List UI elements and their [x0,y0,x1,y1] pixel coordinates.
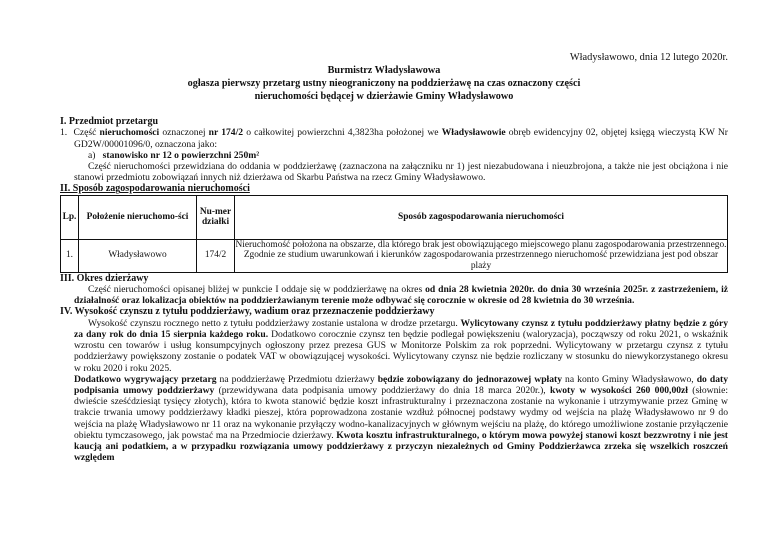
table-row [61,239,728,272]
text-run: o całkowitej powierzchni 4,3823ha położonej we [243,127,442,139]
text-run: oznaczonej [159,127,209,139]
item-number: 1. [60,127,68,139]
section-3-heading: III. Okres dzierżawy [60,272,149,284]
title-line-1: Burmistrz Władysławowa [327,65,441,76]
section-1-heading: I. Przedmiot przetargu [60,116,159,127]
text-run: na konto Gminy Władysławowo, [562,373,697,385]
cell-location: Władysławowo [79,239,197,272]
sub-label: a) [88,149,96,161]
header-location: Położenie nieruchomo-ści [79,195,197,239]
text-run-bold: do daty podpisania umowy poddzierżawy [74,373,729,397]
text-run: Wysokość czynszu rocznego netto z tytułu poddzierżawy zostanie ustalona w drodze przetargu. [88,317,461,329]
cell-lp: 1. [61,239,79,272]
text-run: Część nieruchomości opisanej bliżej w punkcie I oddaje się w poddzierżawę na okres [88,284,426,296]
cell-parcel: 174/2 [197,239,235,272]
text-run-bold: nr 174/2 [208,127,244,139]
text-run-bold: Dodatkowo wygrywający przetarg [74,373,217,385]
text-run-bold: będzie zobowiązany do jednorazowej wpłaty [377,373,563,385]
text-run: na poddzierżawę Przedmiotu dzierżawy [216,373,378,385]
header-lp: Lp. [61,195,79,239]
text-run: Część [73,127,100,139]
text-run: (słownie: dwieście sześćdziesiąt tysięcy złotych), która to kwota stanowić będzie koszt infrastrukturalny i przeznaczona zostanie na wykonanie i utrzymywanie przez Gminę w trakcie trwania umowy poddzierżawy kładki pieszej, która poprowadzona zostanie wzdłuż północnej podstawy wydmy od wejścia na plażę Władysławowo nr 9 do wejścia na plażę Władysławowo nr 11 oraz na wykonanie przyłączy wodno-kanalizacyjnych w głównym wejściu na plażę, do którego umożliwione zostanie przyłączenie obiektu tymczasowego, jak powstać ma na Przedmiocie dzierżawy. [74,385,728,441]
sub-text: stanowisko nr 12 o powierzchni 250m² [102,149,260,161]
section-4-heading: IV. Wysokość czynszu z tytułu poddzierżawy, wadium oraz przeznaczenie poddzierżawy [60,306,435,318]
text-run-bold: nieruchomości [99,127,160,139]
text-run-bold: Wylicytowany czynsz z tytułu poddzierżawy płatny będzie z góry za dany rok do dnia 15 sierpnia każdego roku. [74,317,728,341]
text-run-bold: Władysławowie [441,127,506,139]
title-line-3: nieruchomości będącej w dzierżawie Gminy Władysławowo [254,91,514,102]
section-2-heading: II. Sposób zagospodarowania nieruchomości [60,183,250,195]
text-run-bold: Kwota kosztu infrastrukturalnego, o którym mowa powyżej stanowi koszt bezzwrotny i nie jest kaucją ani podatkiem, a w przypadku rozwiązania umowy poddzierżawy z przyczyn niezależnych od Gminy Poddzierżawca zrzeka się wszelkich roszczeń względem [74,429,728,464]
cell-land-use: Nieruchomość położona na obszarze, dla którego brak jest obowiązującego miejscowego planu zagospodarowania przestrzennego. Zgodnie ze studium uwarunkowań i kierunków zagospodarowania przestrzennego nieruchomość przewidziana jest pod obszar plaży [235,239,727,272]
text-run: (przewidywana data podpisania umowy poddzierżawy do dnia 18 marca 2020r.), [214,385,550,397]
text-run: Dodatkowo corocznie czynsz ten będzie podlegał powiększeniu (waloryzacja), począwszy od roku 2021, o wskaźnik wzrostu cen towarów i usług konsumpcyjnych ogłoszony przez prezesa GUS w Monitorze Polskim za rok poprzedni. Wylicytowany w przetargu czynsz z tytułu poddzierżawy powiększony zostanie o podatek VAT w obowiązującej wysokości. Wylicytowany czynsz nie będzie rozliczany w stosunku do niewykorzystanego okresu w roku 2020 i roku 2025. [74,329,728,374]
announcement-title [0,64,768,103]
document-body [60,116,728,463]
header-land-use: Sposób zagospodarowania nieruchomości [235,195,728,239]
land-use-table [60,195,728,273]
section-1-note: Część nieruchomości przewidziana do oddania w poddzierżawę (zaznaczona na załączniku nr 1) jest niezabudowana i nieuzbrojona, a także nie jest obciążona i nie stanowi przedmiotu zobowiązań innych niż dzierżawa od Skarbu Państwa na rzecz Gminy Władysławowo. [74,161,728,184]
section-1-sub-a [60,150,728,161]
table-header-row [61,195,728,239]
date-line: Władysławowo, dnia 12 lutego 2020r. [569,52,728,63]
text-run-bold: od dnia 28 kwietnia 2020r. do dnia 30 września 2025r. z zastrzeżeniem, iż działalność oraz lokalizacja obiektów na poddzierżawianym terenie może odbywać się corocznie w okresie od 28 kwietnia do 30 września. [74,284,728,307]
title-line-2: ogłasza pierwszy przetarg ustny nieograniczony na poddzierżawę na czas oznaczony części [187,78,581,89]
section-1-item-1 [60,127,728,149]
text-run: obręb ewidencyjny 02, objętej księgą wieczystą KW Nr GD2W/00001096/0, oznaczona jako: [74,127,728,150]
text-run-bold: kwoty w wysokości 260 000,00zł [549,385,688,397]
section-4-paragraph-1 [60,318,728,374]
section-4-paragraph-2 [60,374,728,464]
header-parcel: Nu-mer działki [197,195,235,239]
section-3-text [60,284,728,306]
